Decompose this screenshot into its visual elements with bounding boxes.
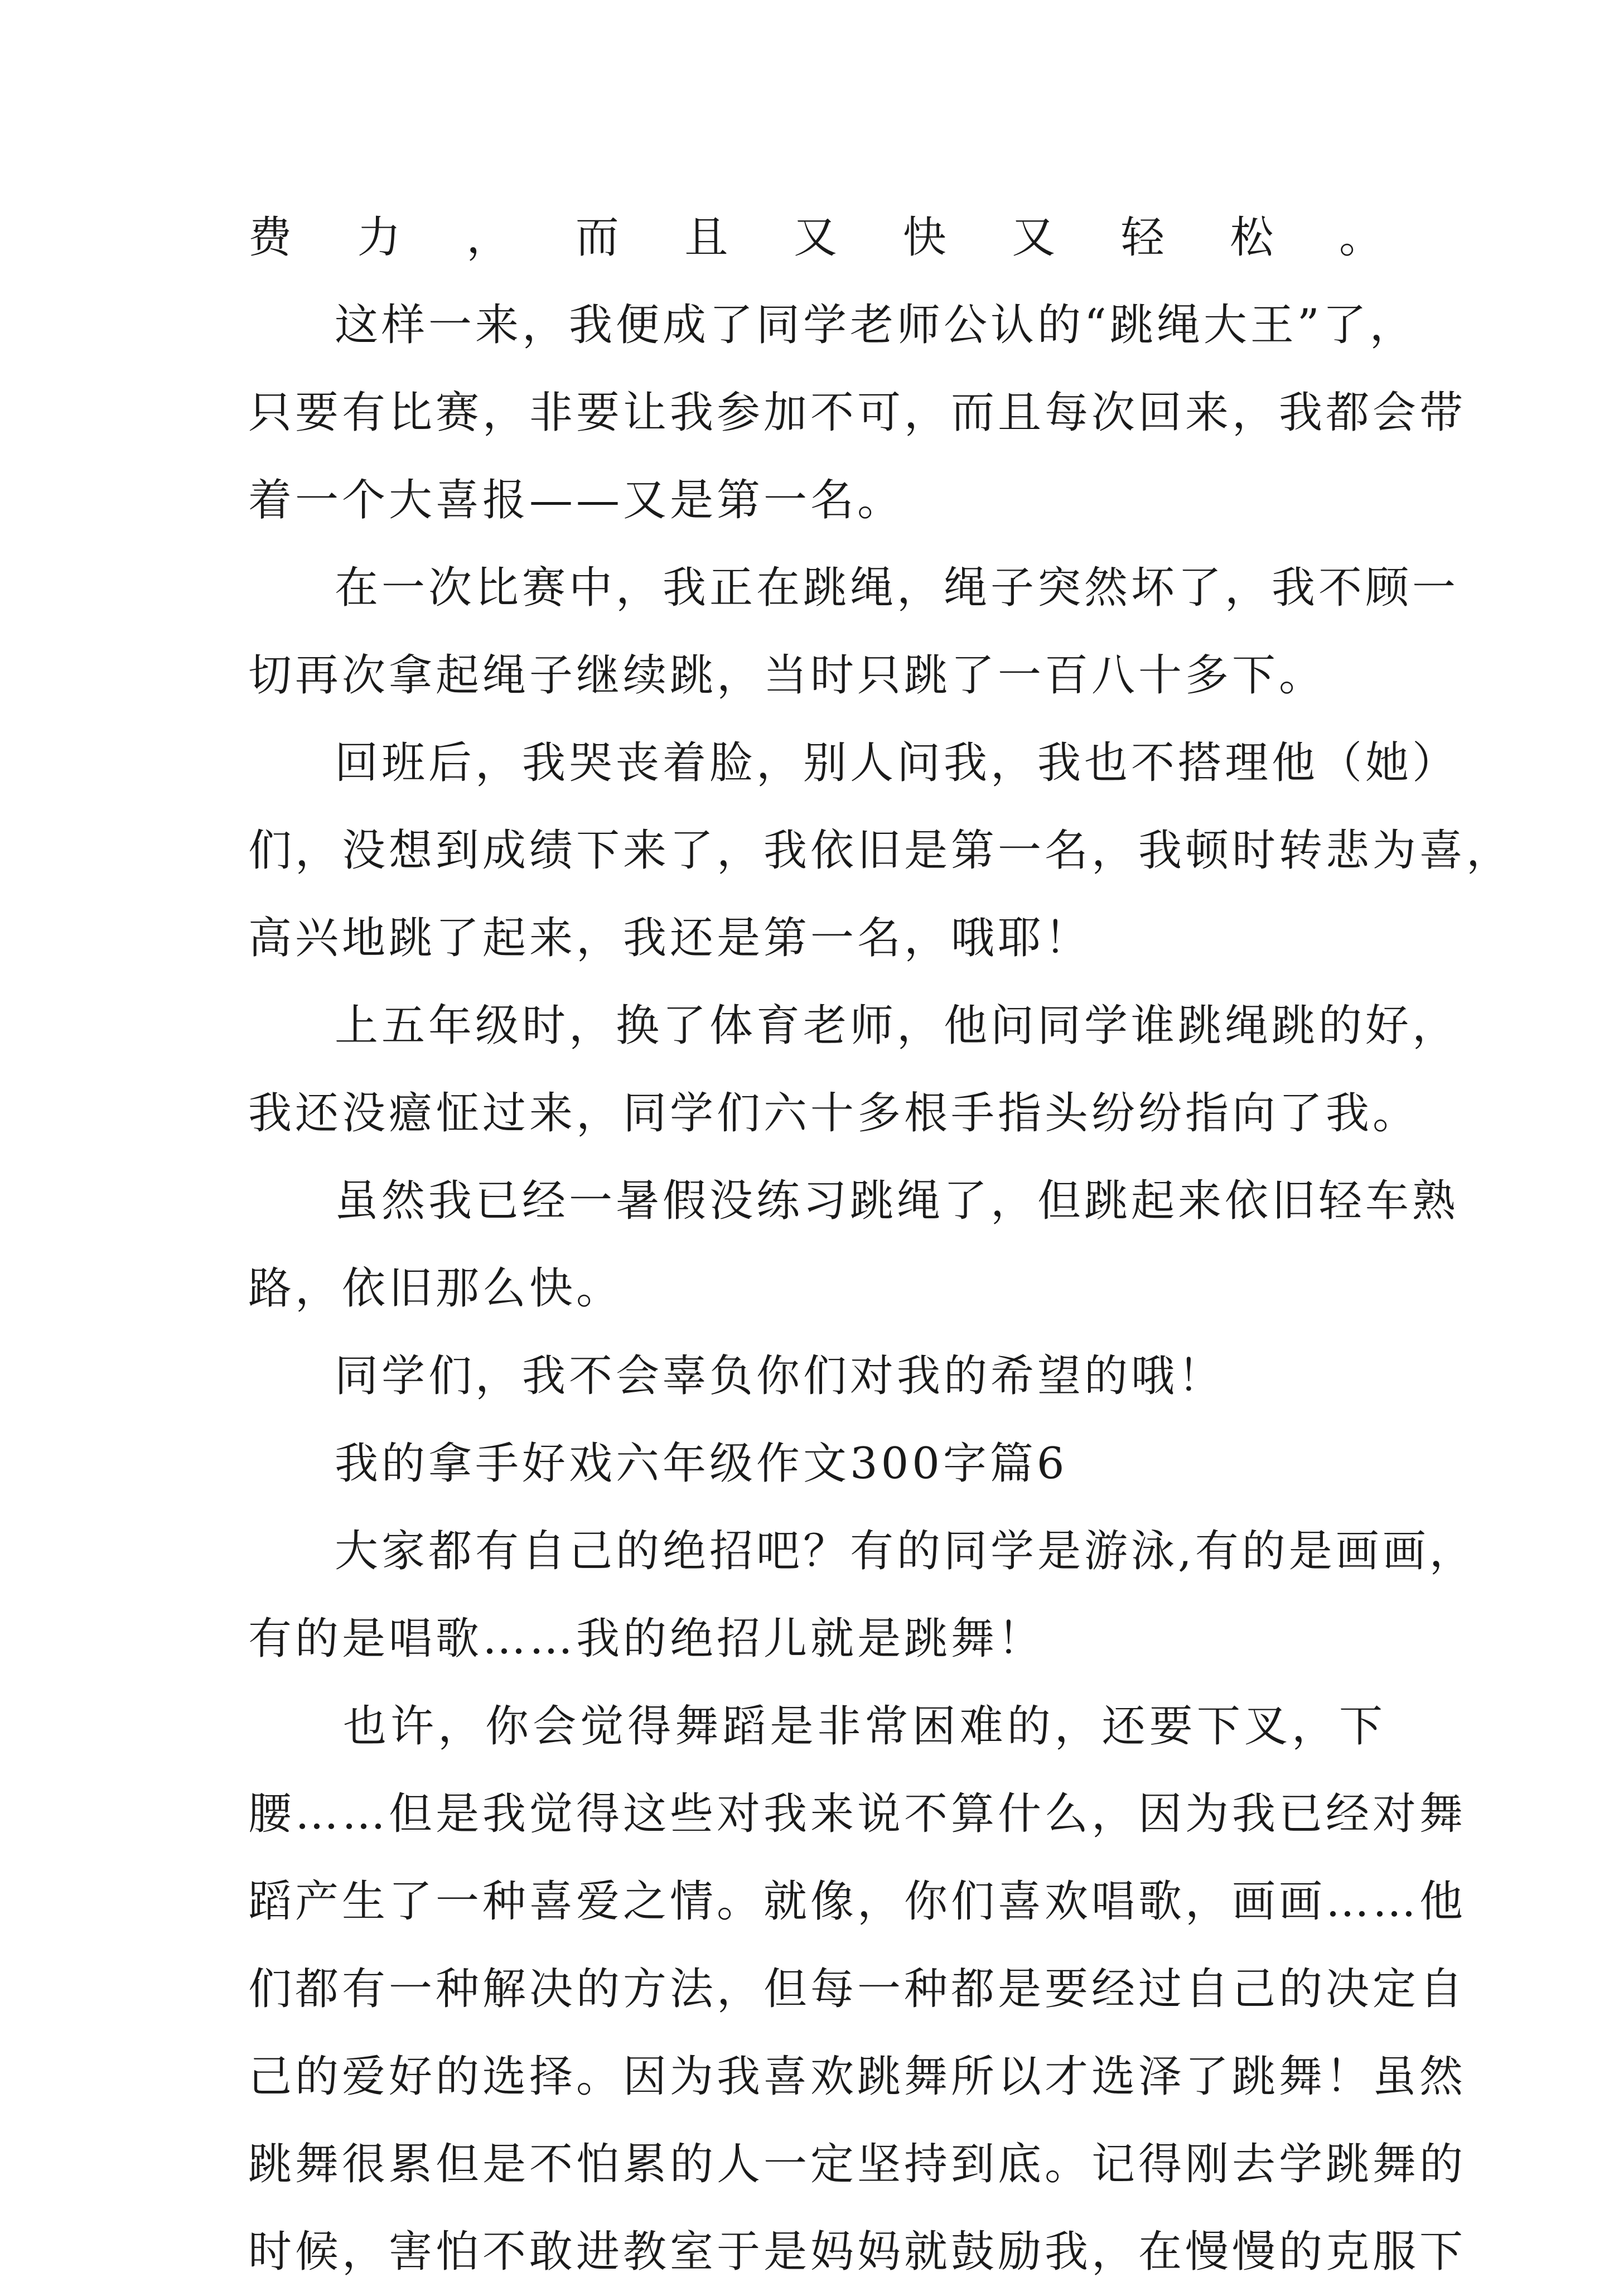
text-line: 这样一来，我便成了同学老师公认的“跳绳大王”了， bbox=[335, 300, 1417, 350]
section-heading: 我的拿手好戏六年级作文300字篇6 bbox=[335, 1439, 1068, 1489]
text-line: 切再次拿起绳子继续跳，当时只跳了一百八十多下。 bbox=[248, 650, 1326, 701]
text-line: 上五年级时，换了体育老师，他问同学谁跳绳跳的好， bbox=[335, 1001, 1460, 1051]
text-line: 高兴地跳了起来，我还是第一名，哦耶！ bbox=[248, 913, 1092, 963]
text-line: 有的是唱歌……我的绝招儿就是跳舞！ bbox=[248, 1614, 1045, 1664]
text-line: 同学们，我不会辜负你们对我的希望的哦！ bbox=[335, 1351, 1225, 1401]
text-line: 蹈产生了一种喜爱之情。就像，你们喜欢唱歌，画画……他 bbox=[248, 1877, 1467, 1927]
text-line: 们，没想到成绩下来了，我依旧是第一名，我顿时转悲为喜， bbox=[248, 826, 1514, 876]
text-line: 路，依旧那么快。 bbox=[248, 1263, 624, 1314]
text-line: 大家都有自己的绝招吧？有的同学是游泳,有的是画画， bbox=[335, 1526, 1476, 1576]
text-line: 费力，而且又快又轻松。 bbox=[248, 213, 1386, 263]
text-line: 只要有比赛，非要让我参加不可，而且每次回来，我都会带 bbox=[248, 388, 1467, 438]
document-page bbox=[248, 194, 1514, 2296]
text-line: 我还没癔怔过来，同学们六十多根手指头纷纷指向了我。 bbox=[248, 1088, 1420, 1139]
text-line: 着一个大喜报——又是第一名。 bbox=[248, 475, 905, 525]
text-line: 回班后，我哭丧着脸，别人问我，我也不搭理他（她） bbox=[335, 738, 1460, 788]
text-line: 己的爱好的选择。因为我喜欢跳舞所以才选泽了跳舞！虽然 bbox=[248, 2052, 1467, 2102]
text-line: 也许，你会觉得舞蹈是非常困难的，还要下叉，下 bbox=[343, 1701, 1386, 1752]
text-line: 们都有一种解决的方法，但每一种都是要经过自己的决定自 bbox=[248, 1964, 1467, 2014]
text-line: 在一次比赛中，我正在跳绳，绳子突然坏了，我不顾一 bbox=[335, 563, 1460, 613]
text-line: 跳舞很累但是不怕累的人一定坚持到底。记得刚去学跳舞的 bbox=[248, 2139, 1467, 2189]
text-line: 腰……但是我觉得这些对我来说不算什么，因为我已经对舞 bbox=[248, 1789, 1467, 1839]
text-line: 虽然我已经一暑假没练习跳绳了，但跳起来依旧轻车熟 bbox=[335, 1176, 1460, 1226]
text-line: 时候，害怕不敢进教室于是妈妈就鼓励我，在慢慢的克服下 bbox=[248, 2227, 1467, 2277]
